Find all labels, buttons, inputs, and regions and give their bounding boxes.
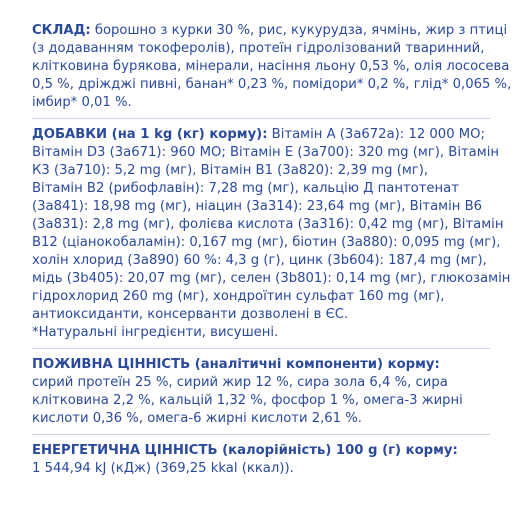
- nutritional-value-heading: ПОЖИВНА ЦІННІСТЬ (аналітичні компоненти) корму:: [32, 357, 440, 372]
- additives-line: мідь (3b405): 20,07 mg (мг), селен (3b801): 0,14 mg (мг), глюкозамін: [32, 271, 511, 286]
- composition-panel: [32, 22, 512, 478]
- composition-line: (з додаванням токоферолів), протеїн гідролізований тваринний,: [32, 41, 485, 56]
- additives-line: антиоксиданти, консерванти дозволені в ЄС.: [32, 307, 349, 322]
- additives-text: Вітамін А (3а672а): 12 000 МО;: [267, 127, 485, 142]
- composition-heading: СКЛАД:: [32, 23, 91, 38]
- additives-line: (3а841): 18,98 mg (мг), ніацин (3а314): 23,64 mg (мг), Вітамін В6: [32, 199, 483, 214]
- section-divider: [32, 118, 490, 119]
- additives-line: К3 (3а710): 5,2 mg (мг), Вітамін В1 (3а820): 2,39 mg (мг),: [32, 163, 429, 178]
- additives-heading: ДОБАВКИ (на 1 kg (кг) корму):: [32, 127, 268, 142]
- energy-value-heading: ЕНЕРГЕТИЧНА ЦІННІСТЬ (калорійність) 100 g (г) корму:: [32, 443, 458, 458]
- additives-line-1: [32, 126, 490, 144]
- composition-line: імбир* 0,01 %.: [32, 95, 132, 110]
- additives-line: гідрохлорид 260 mg (мг), хондроїтин сульфат 160 mg (мг),: [32, 289, 445, 304]
- composition-line: 0,5 %, дріжджі пивні, банан* 0,23 %, помідори* 0,2 %, глід* 0,065 %,: [32, 77, 512, 92]
- nutritional-value-line: кислоти 0,36 %, омега-6 жирні кислоти 2,61 %.: [32, 411, 362, 426]
- composition-line-1: [32, 22, 508, 40]
- natural-ingredients-note: *Натуральні інгредієнти, висушені.: [32, 325, 279, 340]
- composition-line: клітковина бурякова, мінерали, насіння льону 0,53 %, олія лососева: [32, 59, 510, 74]
- additives-line: (3а831): 2,8 mg (мг), фолієва кислота (3а316): 0,42 mg (мг), Вітамін: [32, 217, 504, 232]
- nutritional-value-section: [32, 356, 490, 435]
- composition-section: [32, 22, 512, 119]
- additives-section: [32, 126, 511, 349]
- energy-value-section: [32, 442, 490, 478]
- section-divider: [32, 348, 490, 349]
- additives-line: В12 (ціанокобаламін): 0,167 mg (мг), біотин (3а880): 0,095 mg (мг),: [32, 235, 501, 250]
- additives-line: холін хлорид (3а890) 60 %: 4,3 g (г), цинк (3b604): 187,4 mg (мг),: [32, 253, 487, 268]
- section-divider: [32, 434, 490, 435]
- nutritional-value-line: клітковина 2,2 %, кальцій 1,32 %, фосфор 1 %, омега-3 жирні: [32, 393, 463, 408]
- additives-line: Вітамін D3 (3а671): 960 МО; Вітамін Е (3а700): 320 mg (мг), Вітамін: [32, 145, 499, 160]
- nutritional-value-line: сирий протеїн 25 %, сирий жир 12 %, сира зола 6,4 %, сира: [32, 375, 448, 390]
- energy-value-line: 1 544,94 kJ (кДж) (369,25 kkal (ккал)).: [32, 461, 294, 476]
- composition-text: борошно з курки 30 %, рис, кукурудза, ячмінь, жир з птиці: [90, 23, 508, 38]
- additives-line: Вітамін В2 (рибофлавін): 7,28 mg (мг), кальцію Д пантотенат: [32, 181, 459, 196]
